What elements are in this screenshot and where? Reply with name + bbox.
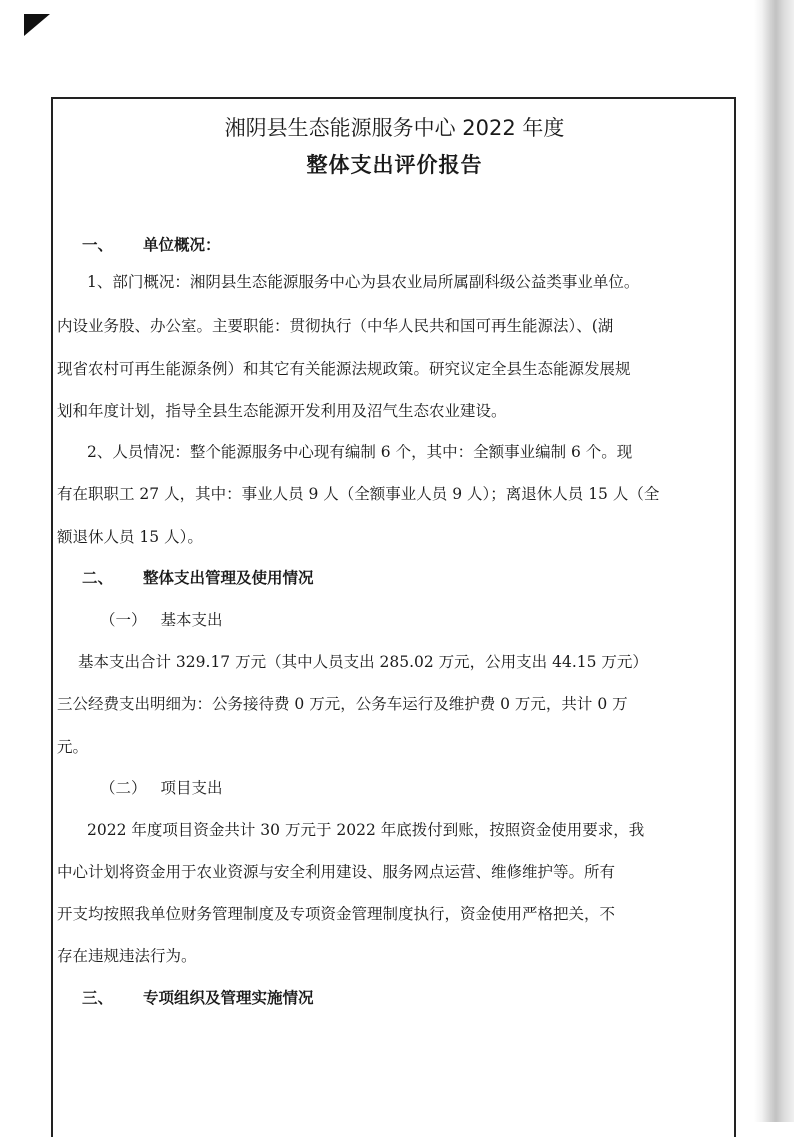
subsection2-title: 项目支出 [160,779,223,797]
section1-heading [82,235,221,255]
report-title-line2: 整体支出评价报告 [306,153,483,177]
subsection1-line1: 基本支出合计 329.17 万元（其中人员支出 285.02 万元，公用支出 44.15 万元） [78,653,648,671]
section3-number: 三、 [82,989,114,1007]
section2-number: 二、 [82,569,114,587]
section1-para1-line1: 1、部门概况：湘阴县生态能源服务中心为县农业局所属副科级公益类事业单位。 [87,273,640,291]
section2-heading [82,568,314,588]
subsection2-line4: 存在违规违法行为。 [57,947,197,965]
subsection2-line3: 开支均按照我单位财务管理制度及专项资金管理制度执行，资金使用严格把关，不 [57,905,616,923]
section3-title: 专项组织及管理实施情况 [143,989,314,1007]
section1-para1-line4: 划和年度计划，指导全县生态能源开发利用及沼气生态农业建设。 [57,402,507,420]
subsection2-line2: 中心计划将资金用于农业资源与安全利用建设、服务网点运营、维修维护等。所有 [57,863,616,881]
section1-para2-line1: 2、人员情况：整个能源服务中心现有编制 6 个，其中：全额事业编制 6 个。现 [87,443,633,461]
scan-corner-mark [24,14,50,36]
subsection2-line1: 2022 年度项目资金共计 30 万元于 2022 年底拨付到账，按照资金使用要求，我 [87,821,645,839]
report-title-line1: 湘阴县生态能源服务中心 2022 年度 [224,116,565,140]
subsection1-title: 基本支出 [160,611,223,629]
section2-title: 整体支出管理及使用情况 [143,569,314,587]
section1-para2-line2: 有在职职工 27 人，其中：事业人员 9 人（全额事业人员 9 人）；离退休人员 15 人（全 [57,485,660,503]
subsection1-number: （一） [100,611,147,629]
subsection2-heading [100,778,223,798]
scan-page-edge [754,0,794,1122]
section1-para2-line3: 额退休人员 15 人）。 [57,528,203,546]
section1-number: 一、 [82,236,114,254]
section3-heading [82,988,314,1008]
section1-title: 单位概况： [143,236,221,254]
section1-para1-line2: 内设业务股、办公室。主要职能：贯彻执行（中华人民共和国可再生能源法）、(湖 [57,317,614,335]
subsection1-line3: 元。 [57,738,89,756]
subsection2-number: （二） [100,779,147,797]
subsection1-heading [100,610,223,630]
section1-para1-line3: 现省农村可再生能源条例）和其它有关能源法规政策。研究议定全县生态能源发展规 [57,360,631,378]
subsection1-line2: 三公经费支出明细为：公务接待费 0 万元，公务车运行及维护费 0 万元，共计 0 万 [57,695,628,713]
